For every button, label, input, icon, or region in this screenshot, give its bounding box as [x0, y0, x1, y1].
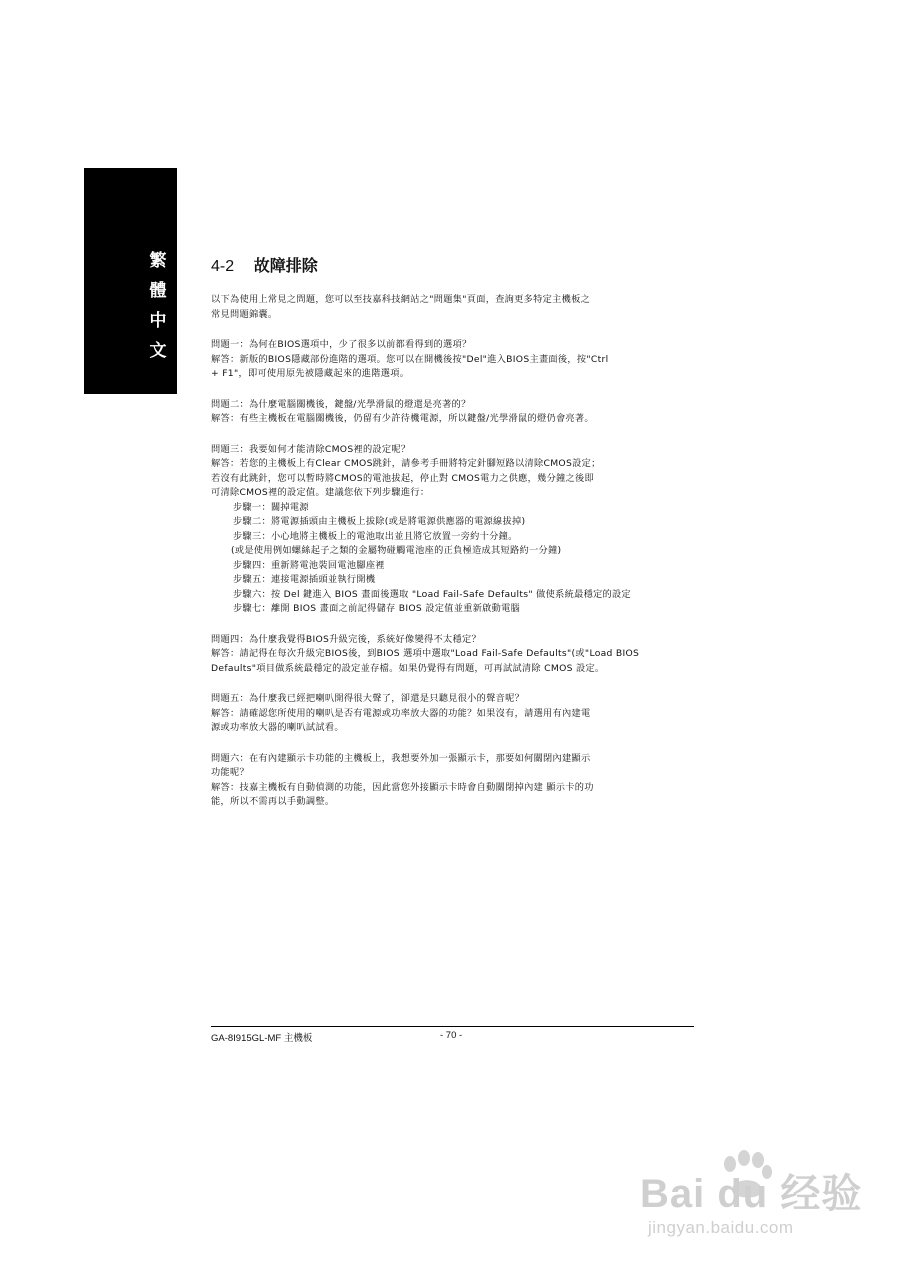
q3-step-6: 步驟六：按 Del 鍵進入 BIOS 畫面後選取 "Load Fail-Safe Defaults" 做使系統最穩定的設定 [233, 588, 632, 600]
q3-step-7: 步驟七：離開 BIOS 畫面之前記得儲存 BIOS 設定值並重新啟動電腦 [233, 603, 521, 614]
language-side-tab [84, 168, 177, 394]
q3-step-3: 步驟三：小心地將主機板上的電池取出並且將它放置一旁約十分鐘。 [233, 530, 518, 542]
q2-question: 問題二：為什麼電腦關機後，鍵盤/光學滑鼠的燈還是亮著的？ [211, 398, 471, 410]
q2-answer-line-1: 解答：有些主機板在電腦關機後，仍留有少許待機電源，所以鍵盤/光學滑鼠的燈仍會亮著。 [211, 413, 594, 424]
q3-step-1: 步驟一：關掉電源 [233, 501, 309, 513]
section-number: 4-2 [211, 258, 235, 275]
q3-answer-line-3: 可清除CMOS裡的設定值。建議您依下列步驟進行： [211, 487, 430, 498]
q5-answer-line-1: 解答：請確認您所使用的喇叭是否有電源或功率放大器的功能？如果沒有，請選用有內建電 [211, 707, 591, 719]
q6-answer-line-2: 能，所以不需再以手動調整。 [211, 796, 335, 807]
q5-answer-line-2: 源或功率放大器的喇叭試試看。 [211, 722, 344, 733]
footer-model: GA-8I915GL-MF 主機板 [211, 1033, 313, 1044]
intro-line-2: 常見問題錦囊。 [211, 308, 278, 320]
q3-step-5: 步驟五：連接電源插頭並執行開機 [233, 574, 376, 585]
language-tab-label: 繁 體 中 文 [149, 251, 167, 361]
q3-step-note: (或是使用例如螺絲起子之類的金屬物碰觸電池座的正負極造成其短路約一分鐘) [231, 545, 562, 556]
q3-step-4: 步驟四：重新將電池裝回電池腳座裡 [233, 559, 385, 571]
q3-answer-line-1: 解答：若您的主機板上有Clear CMOS跳針，請參考手冊將特定針腳短路以清除CMOS設定； [211, 458, 601, 469]
watermark-brand: Bai du 经验 [640, 1172, 863, 1216]
q3-question: 問題三：我要如何才能清除CMOS裡的設定呢？ [211, 443, 411, 455]
q1-question: 問題一：為何在BIOS選項中，少了很多以前都看得到的選項？ [211, 339, 472, 350]
q6-question-line-2: 功能呢？ [211, 767, 249, 778]
page-number: - 70 - [440, 1030, 463, 1041]
q5-question: 問題五：為什麼我已經把喇叭開得很大聲了，卻還是只聽見很小的聲音呢？ [211, 693, 525, 704]
baidu-watermark [640, 1150, 890, 1260]
watermark-site: jingyan.baidu.com [648, 1218, 794, 1237]
page-footer [211, 1026, 694, 1044]
section-heading [211, 254, 694, 279]
q6-answer-line-1: 解答：技嘉主機板有自動偵測的功能，因此當您外接顯示卡時會自動關閉掉內建 顯示卡的功 [211, 781, 594, 793]
q3-answer-line-2: 若沒有此跳針，您可以暫時將CMOS的電池拔起，停止對 CMOS電力之供應，幾分鐘之後即 [211, 472, 595, 484]
troubleshooting-section [211, 254, 694, 810]
q4-answer-line-2: Defaults"項目做系統最穩定的設定並存檔。如果仍覺得有問題，可再試試清除 CMOS 設定。 [211, 662, 605, 674]
q4-answer-line-1: 解答：請記得在每次升級完BIOS後，到BIOS 選項中選取"Load Fail-Safe Defaults"(或"Load BIOS [211, 648, 640, 659]
q6-question-line-1: 問題六：在有內建顯示卡功能的主機板上，我想要外加一張顯示卡，那要如何關閉內建顯示 [211, 752, 591, 764]
q1-answer-line-2: + F1"，即可使用原先被隱藏起來的進階選項。 [211, 368, 410, 379]
intro-line-1: 以下為使用上常見之問題，您可以至技嘉科技網站之"問題集"頁面，查詢更多特定主機板之 [211, 294, 591, 305]
section-title: 故障排除 [253, 256, 318, 275]
q4-question: 問題四：為什麼我覺得BIOS升級完後，系統好像變得不太穩定？ [211, 633, 481, 645]
q3-step-2: 步驟二：將電源插頭由主機板上拔除(或是將電源供應器的電源線拔掉) [233, 516, 526, 527]
q1-answer-line-1: 解答：新版的BIOS隱藏部份進階的選項。您可以在開機後按"Del"進入BIOS主畫面後，按"Ctrl [211, 353, 609, 365]
